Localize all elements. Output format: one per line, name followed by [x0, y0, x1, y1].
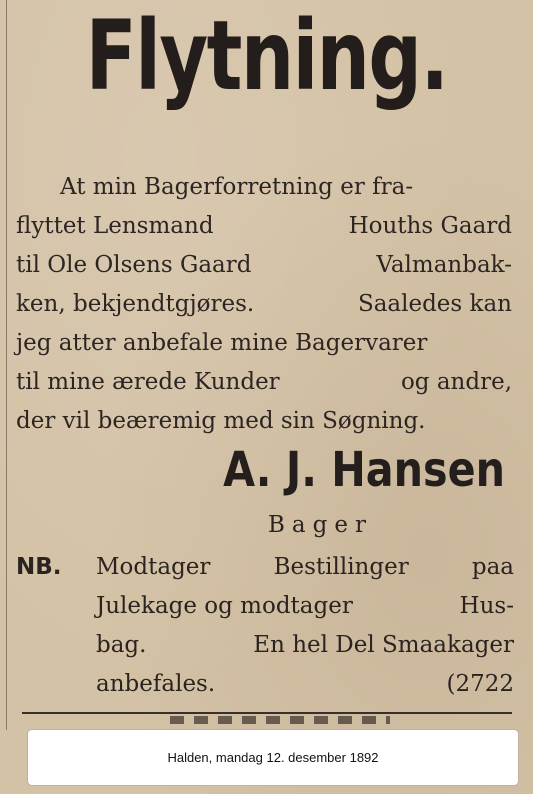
body-line [16, 402, 512, 441]
body-line [16, 363, 512, 402]
body-line [16, 246, 512, 285]
advertiser-name: A. J. Hansen [223, 442, 505, 498]
body-text-segment: Valmanbak- [376, 252, 512, 278]
nb-line [96, 665, 514, 704]
body-text-segment: Saaledes kan [357, 291, 512, 317]
body-text-segment: flyttet Lensmand [16, 213, 214, 239]
nb-line [96, 626, 514, 665]
nb-text-segment: Hus- [459, 593, 514, 619]
ad-body [16, 168, 512, 441]
nb-text-segment: Modtager [96, 554, 211, 580]
body-text-segment: til mine ærede Kunder [16, 369, 280, 395]
nb-row [16, 665, 514, 704]
body-text-segment: Houths Gaard [348, 213, 512, 239]
body-line [16, 207, 512, 246]
body-line [16, 168, 512, 207]
body-line [16, 324, 512, 363]
nb-line [96, 548, 514, 587]
body-text-segment: jeg atter anbefale mine Bagervarer [16, 330, 428, 356]
body-text-segment: der vil beæremig med sin Søgning. [16, 408, 426, 434]
advertiser-title: Bager [268, 512, 373, 538]
nb-text-segment: Julekage og modtager [96, 593, 353, 619]
nb-row [16, 587, 514, 626]
nb-row [16, 626, 514, 665]
column-rule [6, 0, 7, 730]
nb-row [16, 548, 514, 587]
date-caption: Halden, mandag 12. desember 1892 [167, 750, 379, 765]
nb-text-segment: (2722 [446, 671, 514, 697]
section-divider [22, 712, 512, 714]
nb-text-segment: paa [471, 554, 514, 580]
cropped-next-article [170, 716, 390, 724]
nb-text-segment: Bestillinger [273, 554, 409, 580]
nb-label: NB. [16, 554, 62, 580]
body-text-segment: til Ole Olsens Gaard [16, 252, 252, 278]
body-text-segment: ken, bekjendtgjøres. [16, 291, 255, 317]
nota-bene-block [16, 548, 514, 704]
body-text-segment: At min Bagerforretning er fra- [60, 174, 414, 200]
ad-headline: Flytning. [85, 0, 448, 112]
caption-box [28, 730, 518, 785]
nb-text-segment: En hel Del Smaakager [253, 632, 514, 658]
nb-text-segment: anbefales. [96, 671, 216, 697]
body-line [16, 285, 512, 324]
body-text-segment: og andre, [400, 369, 512, 395]
nb-line [96, 587, 514, 626]
nb-text-segment: bag. [96, 632, 147, 658]
